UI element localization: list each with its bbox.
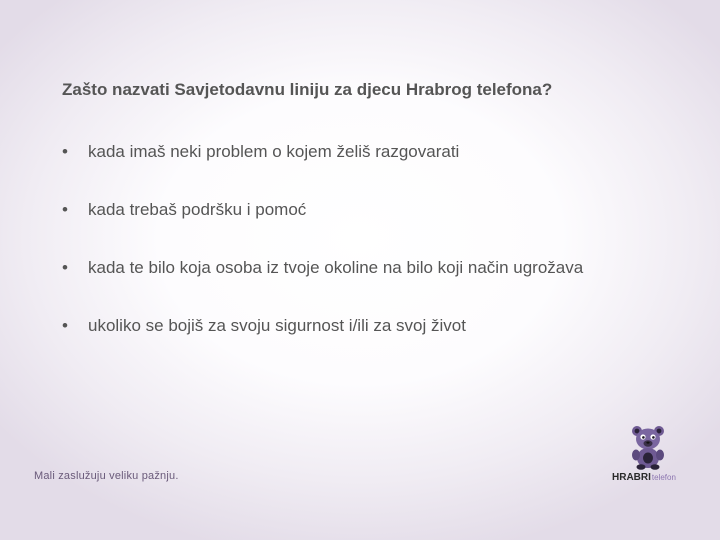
bullet-text: kada trebaš podršku i pomoć — [88, 200, 307, 219]
logo-subtitle: telefon — [651, 473, 676, 482]
bullet-marker: • — [62, 316, 68, 335]
bullet-item — [62, 198, 622, 222]
bullet-item — [62, 140, 622, 164]
logo-brand: HRABRI — [612, 472, 651, 483]
bullet-marker: • — [62, 200, 68, 219]
slide-title: Zašto nazvati Savjetodavnu liniju za djecu Hrabrog telefona? — [62, 80, 553, 99]
hrabri-telefon-logo — [606, 424, 692, 488]
bullet-marker: • — [62, 142, 68, 161]
bullet-item — [62, 256, 622, 280]
logo-wordmark — [612, 472, 676, 483]
bullet-text: kada imaš neki problem o kojem želiš razgovarati — [88, 142, 460, 161]
bullet-item — [62, 314, 622, 338]
teddy-bear-icon — [628, 424, 668, 470]
bullet-list — [62, 140, 622, 372]
footer-slogan: Mali zaslužuju veliku pažnju. — [34, 470, 179, 482]
bullet-marker: • — [62, 258, 68, 277]
bullet-text: ukoliko se bojiš za svoju sigurnost i/ili za svoj život — [88, 316, 466, 335]
bullet-text: kada te bilo koja osoba iz tvoje okoline na bilo koji način ugrožava — [88, 258, 584, 277]
